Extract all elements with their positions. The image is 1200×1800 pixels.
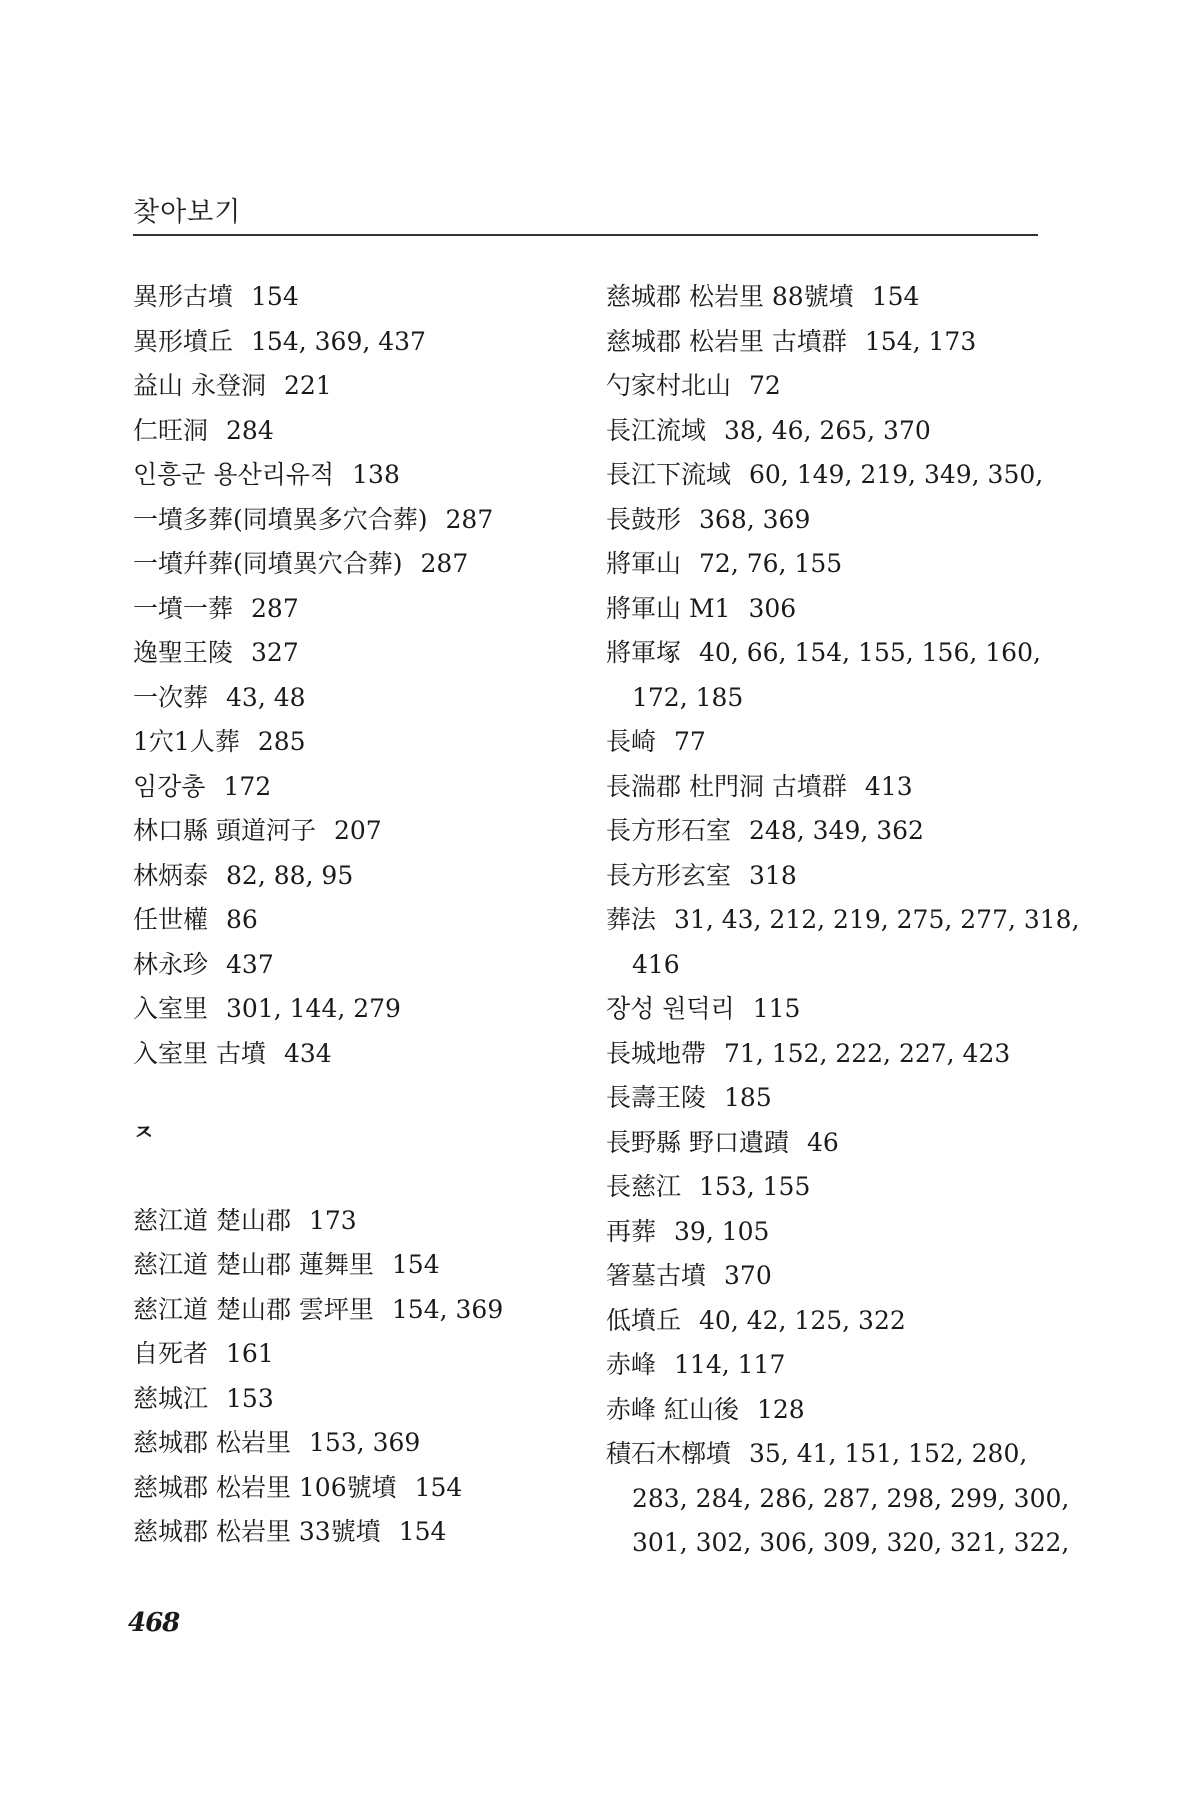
- index-term: 장성 원덕리: [606, 994, 735, 1023]
- index-entry: [606, 765, 1046, 810]
- index-pages: 221: [283, 371, 332, 400]
- index-term: 長湍郡 杜門洞 古墳群: [606, 771, 847, 801]
- index-entry: [133, 631, 573, 676]
- index-pages: 287: [251, 593, 299, 623]
- index-pages: 46: [806, 1127, 839, 1157]
- page-title: 찾아보기: [133, 197, 242, 228]
- index-entry: [133, 854, 573, 899]
- index-pages: 154: [391, 1250, 440, 1279]
- index-term: 低墳丘: [606, 1305, 682, 1335]
- index-entry: [606, 364, 1046, 409]
- index-term: 慈城江: [133, 1383, 209, 1413]
- index-term: 慈城郡 松岩里: [133, 1428, 291, 1457]
- index-entry: [606, 320, 1046, 365]
- index-entry: [606, 453, 1046, 498]
- index-pages: 154: [871, 282, 920, 311]
- index-pages: 39, 105: [674, 1216, 770, 1246]
- index-pages: 285: [257, 727, 306, 756]
- left-entries-b: [133, 1199, 573, 1555]
- index-pages: 114, 117: [674, 1350, 786, 1379]
- index-pages: 153, 369: [308, 1428, 421, 1457]
- index-pages: 40, 42, 125, 322: [699, 1305, 906, 1335]
- index-pages: 72, 76, 155: [699, 549, 843, 578]
- index-term: 自死者: [133, 1339, 209, 1368]
- index-entry: [606, 987, 1046, 1032]
- index-pages: 287: [445, 504, 494, 534]
- index-pages: 301, 144, 279: [226, 994, 401, 1023]
- index-entry: [606, 1121, 1046, 1166]
- index-term: 長慈江: [606, 1172, 682, 1201]
- section-letter: ㅈ: [133, 1121, 155, 1146]
- index-entry: [133, 1466, 573, 1511]
- index-term: 積石木槨墳: [606, 1439, 732, 1468]
- index-entry: [133, 943, 573, 988]
- index-pages: 153, 155: [699, 1172, 811, 1201]
- index-entry: [133, 498, 573, 543]
- right-column: [606, 275, 1080, 1566]
- page-number: 468: [128, 1608, 180, 1638]
- index-entry: [606, 1165, 1046, 1210]
- index-pages: 35, 41, 151, 152, 280,: [749, 1439, 1028, 1468]
- index-pages: 154, 369: [391, 1294, 504, 1324]
- index-pages: 86: [226, 905, 258, 934]
- index-term: 長城地帶: [606, 1038, 707, 1068]
- index-term: 任世權: [133, 905, 209, 934]
- index-entry: [133, 720, 573, 765]
- index-pages: 71, 152, 222, 227, 423: [724, 1038, 1011, 1068]
- index-entry: [133, 587, 573, 632]
- index-entry: [133, 1032, 573, 1077]
- index-term: 入室里: [133, 994, 209, 1023]
- index-pages: 60, 149, 219, 349, 350,: [749, 460, 1044, 489]
- index-entry: [606, 631, 1046, 676]
- index-entry: [133, 987, 573, 1032]
- index-pages: 115: [752, 994, 801, 1023]
- index-pages: 248, 349, 362: [749, 816, 924, 845]
- index-term: 一墳幷葬(同墳異穴合葬): [133, 549, 403, 578]
- index-term: 將軍山 M1: [606, 593, 731, 623]
- section-spacer-top: [133, 1076, 573, 1112]
- header-rule: [133, 234, 1038, 236]
- index-entry: [133, 320, 573, 365]
- index-term: 長江流域: [606, 415, 707, 445]
- index-pages: 318: [749, 860, 797, 890]
- index-entry: [606, 587, 1046, 632]
- index-term: 勺家村北山: [606, 371, 732, 400]
- index-term: 慈城郡 松岩里 106號墳: [133, 1472, 397, 1502]
- right-entries: [606, 275, 1080, 1566]
- index-term: 赤峰: [606, 1350, 657, 1379]
- index-pages: 43, 48: [226, 682, 306, 712]
- index-entry: [606, 409, 1046, 454]
- index-pages: 185: [724, 1083, 772, 1112]
- index-term: 長方形玄室: [606, 860, 732, 890]
- index-entry: [133, 1199, 573, 1244]
- index-entry: [606, 1299, 1046, 1344]
- index-entry: [133, 809, 573, 854]
- index-term: 箸墓古墳: [606, 1261, 707, 1290]
- index-entry: [606, 1432, 1046, 1477]
- index-term: 入室里 古墳: [133, 1038, 266, 1068]
- index-term: 慈江道 楚山郡: [133, 1205, 291, 1235]
- index-pages: 172: [223, 771, 272, 801]
- index-entry: [133, 1421, 573, 1466]
- index-entry: [133, 1377, 573, 1422]
- section-spacer-bottom: [133, 1157, 573, 1199]
- index-term: 將軍塚: [606, 638, 682, 667]
- index-pages: 413: [864, 771, 913, 801]
- index-term: 將軍山: [606, 549, 682, 578]
- left-column: [133, 275, 573, 1555]
- index-pages: 40, 66, 154, 155, 156, 160,: [699, 638, 1041, 667]
- page-header: [133, 190, 1038, 234]
- index-pages: 154: [251, 282, 299, 311]
- index-pages: 128: [756, 1394, 805, 1424]
- index-pages: 154, 173: [864, 326, 977, 356]
- index-pages: 72: [749, 371, 781, 400]
- index-term: 益山 永登洞: [133, 371, 266, 400]
- index-pages: 370: [724, 1261, 772, 1290]
- index-pages: 284: [226, 415, 274, 445]
- index-term: 林永珍: [133, 949, 209, 979]
- index-term: 長野縣 野口遺蹟: [606, 1127, 789, 1157]
- index-pages: 306: [748, 593, 797, 623]
- index-entry: [133, 1243, 573, 1288]
- index-pages: 154: [398, 1517, 447, 1546]
- index-entry: [133, 1510, 573, 1555]
- index-term: 一次葬: [133, 682, 209, 712]
- index-term: 林口縣 頭道河子: [133, 816, 316, 845]
- index-entry: [133, 364, 573, 409]
- index-term: 異形墳丘: [133, 326, 234, 356]
- index-pages: 77: [674, 727, 706, 756]
- index-entry: [606, 1254, 1046, 1299]
- index-pages: 327: [251, 638, 299, 667]
- index-term: 逸聖王陵: [133, 638, 234, 667]
- index-pages: 154: [414, 1472, 463, 1502]
- index-pages: 153: [226, 1383, 274, 1413]
- index-entry: [606, 1076, 1046, 1121]
- index-pages: 368, 369: [699, 504, 811, 534]
- index-entry: [606, 898, 1080, 943]
- index-term: 慈江道 楚山郡 蓮舞里: [133, 1250, 374, 1279]
- index-entry: [133, 542, 573, 587]
- index-entry: [606, 720, 1046, 765]
- index-entry: [606, 1388, 1046, 1433]
- index-entry: [606, 854, 1046, 899]
- index-entry: [133, 898, 573, 943]
- index-entry: [133, 676, 573, 721]
- index-term: 慈江道 楚山郡 雲坪里: [133, 1294, 374, 1324]
- index-entry: [133, 765, 573, 810]
- index-pages-continuation: 172, 185: [632, 682, 744, 712]
- index-term: 慈城郡 松岩里 33號墳: [133, 1517, 381, 1546]
- index-term: 葬法: [606, 905, 657, 934]
- index-pages: 437: [226, 949, 274, 979]
- index-entry: [606, 1032, 1046, 1077]
- index-term: 仁旺洞: [133, 415, 209, 445]
- index-entry: [606, 542, 1046, 587]
- index-pages-continuation: 301, 302, 306, 309, 320, 321, 322,: [632, 1528, 1070, 1557]
- index-term: 再葬: [606, 1216, 657, 1246]
- index-entry: [606, 498, 1046, 543]
- index-pages: 38, 46, 265, 370: [724, 415, 931, 445]
- index-pages-continuation: 283, 284, 286, 287, 298, 299, 300,: [632, 1483, 1070, 1513]
- index-term: 長崎: [606, 727, 657, 756]
- index-term: 인흥군 용산리유적: [133, 460, 335, 489]
- index-pages-continuation: 416: [632, 949, 680, 979]
- index-pages: 138: [352, 460, 400, 489]
- index-pages: 287: [420, 549, 469, 578]
- index-entry: [133, 1332, 573, 1377]
- index-term: 長壽王陵: [606, 1083, 707, 1112]
- index-term: 임강총: [133, 771, 206, 801]
- index-term: 異形古墳: [133, 282, 234, 311]
- index-term: 赤峰 紅山後: [606, 1394, 739, 1424]
- index-pages: 82, 88, 95: [226, 860, 354, 890]
- index-entry: [606, 809, 1046, 854]
- index-term: 長鼓形: [606, 504, 682, 534]
- index-term: 長江下流域: [606, 460, 732, 489]
- left-entries-a: [133, 275, 573, 1076]
- index-entry: [606, 275, 1046, 320]
- index-entry: [133, 453, 573, 498]
- index-entry: [133, 275, 573, 320]
- index-term: 慈城郡 松岩里 古墳群: [606, 326, 847, 356]
- index-pages: 161: [226, 1339, 274, 1368]
- index-term: 慈城郡 松岩里 88號墳: [606, 282, 854, 311]
- index-pages: 154, 369, 437: [251, 326, 426, 356]
- index-entry: [133, 409, 573, 454]
- index-term: 一墳多葬(同墳異多穴合葬): [133, 504, 428, 534]
- index-pages: 434: [283, 1038, 332, 1068]
- index-entry: [133, 1288, 573, 1333]
- index-pages: 173: [308, 1205, 357, 1235]
- index-term: 長方形石室: [606, 816, 732, 845]
- index-term: 1穴1人葬: [133, 727, 240, 756]
- index-entry: [606, 1210, 1046, 1255]
- index-term: 林炳泰: [133, 860, 209, 890]
- index-pages: 31, 43, 212, 219, 275, 277, 318,: [674, 905, 1080, 934]
- index-term: 一墳一葬: [133, 593, 234, 623]
- index-entry: [606, 1343, 1046, 1388]
- index-pages: 207: [333, 816, 382, 845]
